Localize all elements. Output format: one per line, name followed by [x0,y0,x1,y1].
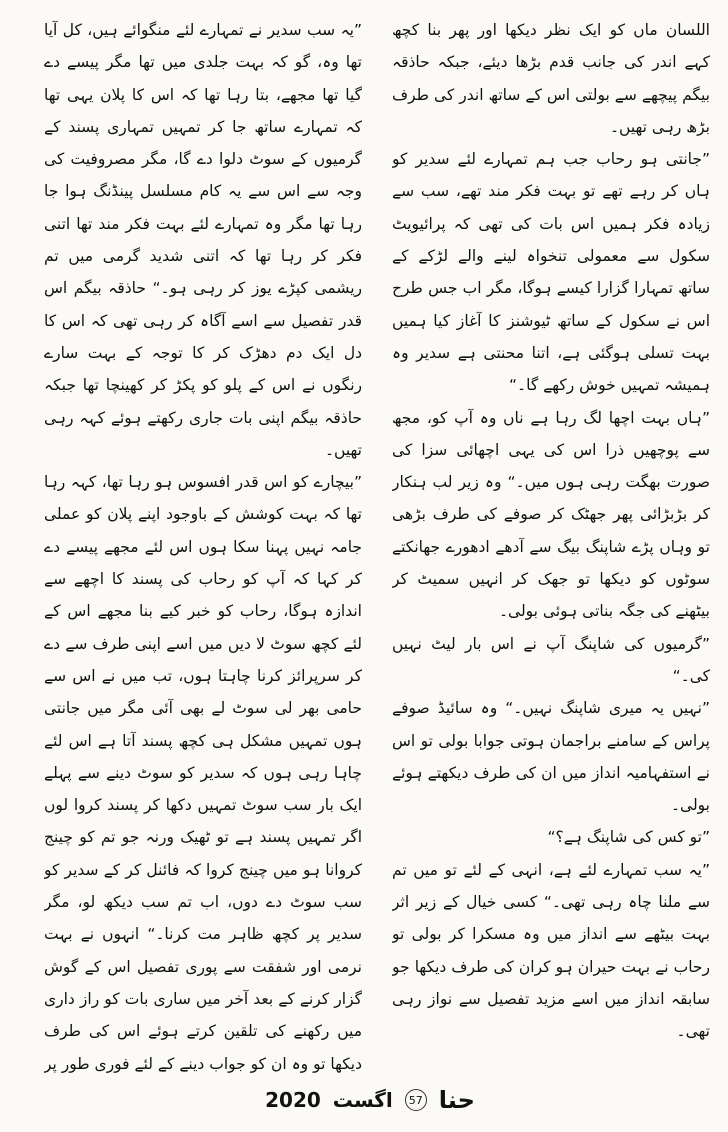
page-footer [220,1080,520,1120]
paragraph: ”بیچارے کو اس قدر افسوس ہو رہا تھا، کہہ رہا تھا کہ بہت کوشش کے باوجود اپنے پلان کو عملی جامہ نہیں پہنا سکا ہوں اس لئے مجھے پیسے دے کر کہا کہ آپ کو رحاب کی پسند کا اچھے سے اندازہ ہوگا، رحاب کو خبر کیے بنا مجھے اس کے لئے کچھ سوٹ لا دیں میں اسے اپنی طرف سے دے کر سرپرائز کرنا چاہتا ہوں، تب میں نے اس سے حامی بھر لی سوٹ لے بھی آئی مگر میں جانتی ہوں تمہیں مشکل ہی کچھ پسند آتا ہے اس لئے چاہا رہی ہوں کہ سدیر کو سوٹ دینے سے پہلے ایک بار سب سوٹ تمہیں دکھا کر پسند کروا لوں اگر تمہیں پسند ہے تو ٹھیک ورنہ جو تم کو چینج کروانا ہو میں چینج کروا کہ فائنل کر کے سدیر کو سب سوٹ دے دوں، اب تم سب دیکھ لو، مگر سدیر پر کچھ ظاہر مت کرنا۔“ انہوں نے بہت نرمی اور شفقت سے پوری تفصیل اس کے گوش گزار کرنے کے بعد آخر میں ساری بات کو راز داری میں رکھنے کی تلقین کرتے ہوئے اس کی طرف دیکھا تو وہ ان کو جواب دینے کے لئے فوری طور پر [44,473,362,1073]
paragraph: اللسان ماں کو ایک نظر دیکھا اور پھر بنا کچھ کہے اندر کی جانب قدم بڑھا دیئے، جبکہ حاذقہ بیگم پیچھے سے بولتی اس کے ساتھ اندر کی طرف بڑھ رہی تھیں۔ [392,21,710,136]
issue-year: 2020 [265,1088,321,1112]
paragraph: ”گرمیوں کی شاپنگ آپ نے اس بار لیٹ نہیں کی۔“ [392,634,710,685]
magazine-name: حنا [438,1086,475,1114]
paragraph: ”جانتی ہو رحاب جب ہم تمہارے لئے سدیر کو ہاں کر رہے تھے تو بہت فکر مند تھے، سب سے زیادہ فکر ہمیں اس بات کی تھی کہ پرائیویٹ سکول سے معمولی تنخواہ لینے والے لڑکے کے ساتھ تمہارا گزارا کیسے ہوگا، مگر اب جس طرح اس نے سکول کے ساتھ ٹیوشنز کا آغاز کیا ہمیں بہت تسلی ہوگئی ہے، اتنا محنتی ہے سدیر وہ ہمیشہ تمہیں خوش رکھے گا۔“ [392,150,710,395]
paragraph: ”تو کس کی شاپنگ ہے؟“ [547,828,710,847]
text-column-left [44,14,362,1074]
paragraph: ”یہ سب تمہارے لئے ہے، انہی کے لئے تو میں تم سے ملنا چاہ رہی تھی۔“ کسی خیال کے زیر اثر بہت بیٹھے سے انداز میں وہ مسکرا کر بولی تو رحاب نے بہت حیران ہو کران کی طرف دیکھا جو سابقہ انداز میں اسے مزید تفصیل سے نواز رہی تھی۔ [392,860,710,1041]
paragraph: ”یہ سب سدیر نے تمہارے لئے منگوائے ہیں، کل آیا تھا وہ، گو کہ بہت جلدی میں تھا مگر پیسے دے گیا تھا مجھے، بتا رہا تھا کہ اس کا پلان یہی تھا کہ تمہارے ساتھ جا کر تمہیں تمہاری پسند کے گرمیوں کے سوٹ دلوا دے گا، مگر مصروفیت کی وجہ سے اس سے یہ کام مسلسل پینڈنگ ہوا جا رہا تھا مگر وہ تمہارے لئے بہت فکر مند تھا اتنی فکر کر رہا تھا کہ اتنی شدید گرمی میں تم ریشمی کپڑے یوز کر رہی ہو۔“ حاذقہ بیگم اس قدر تفصیل سے اسے آگاہ کر رہی تھی کہ اس کا دل ایک دم دھڑک کر کا توجہ کے بہت سارے رنگوں نے اس کے پلو کو پکڑ کر کھینچا تھا جبکہ حاذقہ بیگم اپنی بات جاری رکھتے ہوئے کہہ رہی تھیں۔ [44,21,362,459]
page-number: 57 [405,1089,427,1111]
paragraph: ”ہاں بہت اچھا لگ رہا ہے ناں وہ آپ کو، مجھ سے پوچھیں ذرا اس کی یہی اچھائی سزا کی صورت بھگت رہی ہوں میں۔“ وہ زیر لب ہنکار کر بڑبڑائی پھر جھٹک کر صوفے کی طرف بڑھی تو وہاں پڑے شاپنگ بیگ سے آدھے ادھورے جھانکتے سوٹوں کو دیکھا تو جھک کر انہیں سمیٹ کر بیٹھنے کی جگہ بناتی ہوئی بولی۔ [392,408,710,621]
issue-month: اگست [332,1088,393,1112]
text-column-right [392,14,710,1074]
paragraph: ”نہیں یہ میری شاپنگ نہیں۔“ وہ سائیڈ صوفے پراس کے سامنے براجمان ہوتی جوابا بولی تو اس نے استفہامیہ انداز میں ان کی طرف دیکھتے ہوئے بولی۔ [392,699,710,815]
